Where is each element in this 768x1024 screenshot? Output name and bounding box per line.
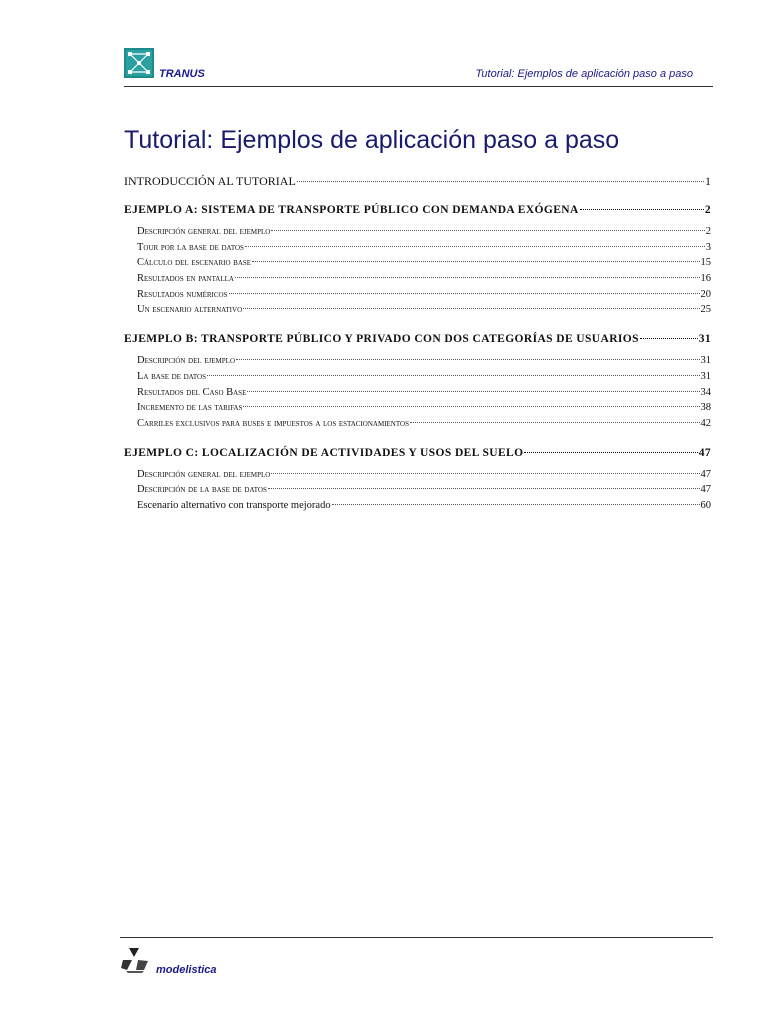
toc-entry-page: 60 [700,499,711,511]
toc-entry-title: Escenario alternativo con transporte mejorado [137,499,331,511]
toc-leader-dots [247,391,699,392]
toc-entry-page: 47 [700,468,711,480]
toc-leader-dots [268,488,700,489]
tranus-network-logo-icon [124,48,154,78]
toc-leader-dots [252,261,699,262]
toc-subentry[interactable] [124,273,711,289]
header-brand: TRANUS [159,68,205,80]
toc-entry-intro[interactable] [124,174,711,191]
toc-leader-dots [243,308,699,309]
toc-entry-example-c[interactable] [124,447,711,464]
toc-leader-dots [229,293,700,294]
toc-entry-title: Un escenario alternativo [137,304,243,316]
toc-entry-title: Incremento de las tarifas [137,402,243,414]
toc-leader-dots [236,359,699,360]
toc-subentry[interactable] [124,418,711,434]
toc-entry-title: Descripción general del ejemplo [137,468,271,480]
toc-subentry[interactable] [124,500,711,516]
toc-subentry[interactable] [124,402,711,418]
toc-leader-dots [271,230,704,231]
toc-entry-page: 34 [700,386,711,398]
toc-leader-dots [580,209,704,210]
toc-subentry[interactable] [124,469,711,485]
toc-entry-page: 38 [700,402,711,414]
toc-subentry[interactable] [124,371,711,387]
toc-leader-dots [524,452,697,453]
footer-brand: modelistica [156,964,217,976]
toc-entry-page: 47 [700,484,711,496]
toc-entry-page: 42 [700,417,711,429]
toc-entry-page: 2 [704,204,711,216]
toc-entry-example-b[interactable] [124,333,711,350]
toc-leader-dots [297,181,704,182]
toc-subentry[interactable] [124,387,711,403]
toc-leader-dots [332,504,700,505]
toc-subentry[interactable] [124,355,711,371]
page-footer [120,937,713,976]
toc-subentry[interactable] [124,289,711,305]
toc-entry-page: 47 [698,446,711,459]
modelistica-logo-icon [120,946,150,974]
toc-entry-title: EJEMPLO A: SISTEMA DE TRANSPORTE PÚBLICO CON DEMANDA EXÓGENA [124,204,579,216]
toc-subentry[interactable] [124,226,711,242]
toc-entry-title: Descripción del ejemplo [137,355,236,367]
document-title: Tutorial: Ejemplos de aplicación paso a paso [124,126,620,154]
toc-entry-title: Descripción general del ejemplo [137,226,271,237]
table-of-contents [124,174,711,516]
page-header [124,46,713,87]
toc-entry-page: 31 [700,370,711,382]
toc-leader-dots [235,277,700,278]
toc-entry-page: 1 [705,174,711,188]
toc-entry-title: EJEMPLO C: LOCALIZACIÓN DE ACTIVIDADES Y USOS DEL SUELO [124,446,524,459]
toc-entry-title: Cálculo del escenario base [137,257,252,269]
toc-entry-title: Resultados del Caso Base [137,386,247,398]
toc-leader-dots [207,375,699,376]
toc-entry-page: 3 [705,241,711,253]
header-title: Tutorial: Ejemplos de aplicación paso a paso [475,68,693,80]
toc-entry-title: Carriles exclusivos para buses e impuestos a los estacionamientos [137,417,409,429]
toc-entry-page: 15 [700,257,711,269]
toc-entry-page: 31 [700,355,711,367]
toc-entry-example-a[interactable] [124,204,711,221]
toc-entry-title: Resultados en pantalla [137,273,234,285]
toc-entry-title: La base de datos [137,370,207,382]
toc-entry-page: 20 [700,288,711,300]
toc-leader-dots [245,246,705,247]
toc-subentry[interactable] [124,304,711,320]
toc-entry-title: Resultados numéricos [137,288,228,300]
toc-entry-page: 31 [698,333,711,346]
toc-entry-title: INTRODUCCIÓN AL TUTORIAL [124,174,296,188]
toc-leader-dots [243,406,699,407]
toc-entry-page: 16 [700,273,711,285]
toc-entry-page: 2 [705,226,711,237]
toc-leader-dots [271,473,699,474]
toc-subentry[interactable] [124,484,711,500]
toc-entry-title: Descripción de la base de datos [137,484,267,496]
toc-entry-title: Tour por la base de datos [137,241,244,253]
toc-leader-dots [410,422,700,423]
toc-subentry[interactable] [124,242,711,258]
toc-subentry[interactable] [124,257,711,273]
toc-entry-title: EJEMPLO B: TRANSPORTE PÚBLICO Y PRIVADO CON DOS CATEGORÍAS DE USUARIOS [124,333,639,346]
toc-entry-page: 25 [700,304,711,316]
toc-leader-dots [640,338,698,339]
